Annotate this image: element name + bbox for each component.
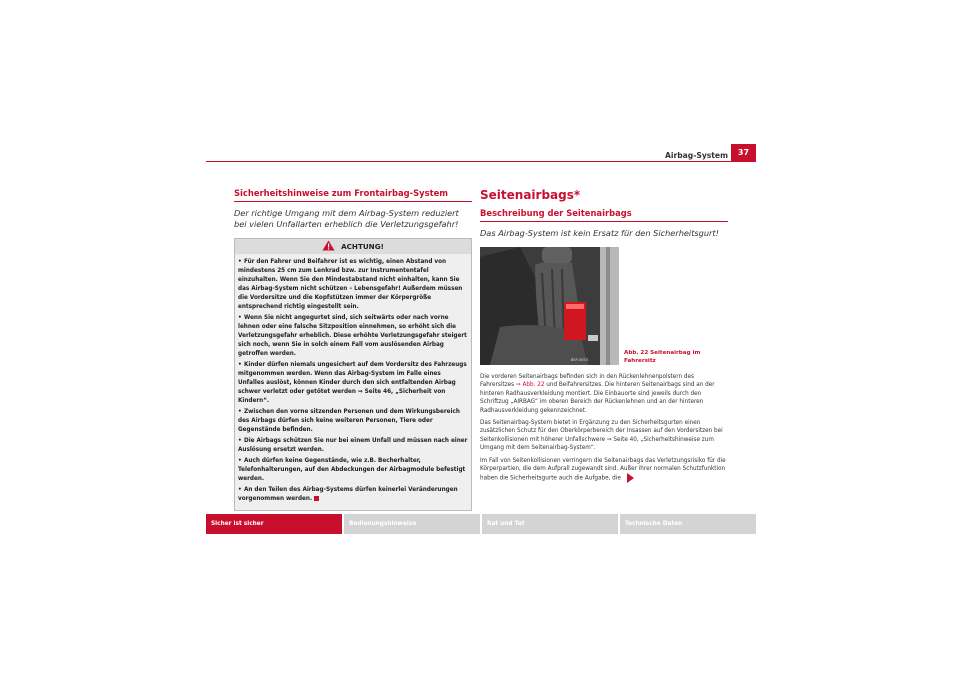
section-title-beschreibung: Beschreibung der Seitenairbags — [480, 208, 728, 222]
bullet-icon: • — [238, 315, 242, 321]
warning-item: • Auch dürfen keine Gegenstände, wie z.B. Becherhalter, Telefonhalterungen, auf den Abdeckungen der Airbagmodule befestigt werden. — [238, 458, 466, 482]
bullet-icon: • — [238, 458, 242, 464]
footer-tab-rat-und-tat[interactable]: Rat und Tat — [482, 514, 618, 534]
warning-box — [234, 238, 472, 511]
warning-item: • Die Airbags schützen Sie nur bei einem Unfall und müssen nach einer Auslösung ersetzt werden. — [238, 438, 468, 453]
page-number-badge: 37 — [731, 144, 756, 161]
header-rule — [206, 161, 756, 162]
footer-tab-bedienungshinweise[interactable]: Bedienungshinweise — [344, 514, 480, 534]
figure-reference-link[interactable]: ⇒ Abb. 22 — [515, 382, 545, 389]
bullet-icon: • — [238, 438, 242, 444]
footer-tab-technische-daten[interactable]: Technische Daten — [620, 514, 756, 534]
warning-item: • Zwischen den vorne sitzenden Personen und dem Wirkungsbereich des Airbags dürfen sich keine weiteren Personen, Tiere oder Gegenstände befinden. — [238, 409, 460, 433]
section-title-frontairbag: Sicherheitshinweise zum Frontairbag-System — [234, 188, 472, 202]
bullet-icon: • — [238, 409, 242, 415]
bullet-icon: • — [238, 259, 242, 265]
bullet-icon: • — [238, 487, 242, 493]
footer-navigation — [206, 514, 756, 534]
continue-arrow-icon — [627, 473, 634, 483]
seat-airbag-photo — [480, 247, 619, 365]
warning-item: • An den Teilen des Airbag-Systems dürfen keinerlei Veränderungen vorgenommen werden. — [238, 487, 458, 502]
warning-body — [235, 254, 471, 510]
end-of-section-icon — [314, 496, 319, 501]
warning-header — [235, 239, 471, 254]
left-lead-text: Der richtige Umgang mit dem Airbag-System reduziert bei vielen Unfallarten erheblich die Verletzungsgefahr! — [234, 208, 459, 229]
paragraph-1: Die vorderen Seitenairbags befinden sich in den Rückenlehnenpolstern des Fahrersitzes ⇒ Abb. 22 und Beifahrersitzes. Die hinteren Seitenairbags sind an der hinteren Radhausverkleidung montiert. Die Einbauorte sind jeweils durch den Schriftzug „AIRBAG“ im oberen Bereich der Rückenlehnen und an der hinteren Radhausverkleidung gekennzeichnet. — [480, 374, 715, 414]
running-header-title: Airbag-System — [664, 151, 728, 160]
right-column — [480, 188, 728, 487]
figure-caption: Abb. 22 Seitenairbag im Fahrersitz — [624, 350, 701, 364]
warning-triangle-icon — [322, 240, 335, 253]
bullet-icon: • — [238, 362, 242, 368]
paragraph-3: Im Fall von Seitenkollisionen verringern die Seitenairbags das Verletzungsrisiko für die Körperpartien, die dem Aufprall zugewandt sind. Außer ihrer normalen Schutzfunktion haben die Sicherheitsgurte auch die Aufgabe, die — [480, 457, 726, 482]
footer-tab-sicher-ist-sicher[interactable]: Sicher ist sicher — [206, 514, 342, 534]
warning-item: • Für den Fahrer und Beifahrer ist es wichtig, einen Abstand von mindestens 25 cm zum Lenkrad bzw. zur Instrumententafel einzuhalten. Wenn Sie den Mindestabstand nicht einhalten, kann Sie das Airbag-System nicht schützen – Lebensgefahr! Außerdem müssen die Vordersitze und die Kopfstützen immer der Körpergröße entsprechend richtig eingestellt sein. — [238, 259, 463, 310]
figure-code: B5P-0053 — [570, 358, 589, 362]
warning-heading: ACHTUNG! — [341, 242, 384, 251]
figure-22 — [480, 247, 728, 365]
warning-item: • Wenn Sie nicht angegurtet sind, sich seitwärts oder nach vorne lehnen oder eine falsche Sitzposition einnehmen, so erhöht sich die Verletzungsgefahr erheblich. Diese erhöhte Verletzungsgefahr steigert sich noch, wenn Sie in solch einem Fall vom auslösenden Airbag getroffen werden. — [238, 315, 467, 357]
right-lead-text: Das Airbag-System ist kein Ersatz für den Sicherheitsgurt! — [480, 228, 719, 238]
main-title-seitenairbags: Seitenairbags* — [480, 188, 581, 202]
left-column — [234, 188, 472, 511]
paragraph-2: Das Seitenairbag-System bietet in Ergänzung zu den Sicherheitsgurten einen zusätzlichen Schutz für den Oberkörperbereich der Insassen auf den Vordersitzen bei Seitenkollisionen mit höherer Unfallschwere ⇒ Seite 40, „Sicherheitshinweise zum Umgang mit dem Seitenairbag-System“. — [480, 420, 723, 452]
warning-item: • Kinder dürfen niemals ungesichert auf dem Vordersitz des Fahrzeugs mitgenommen werden. Wenn das Airbag-System im Falle eines Unfalles auslöst, können Kinder durch den sich entfaltenden Airbag schwer verletzt oder getötet werden ⇒ Seite 46, „Sicherheit von Kindern“. — [238, 362, 467, 404]
